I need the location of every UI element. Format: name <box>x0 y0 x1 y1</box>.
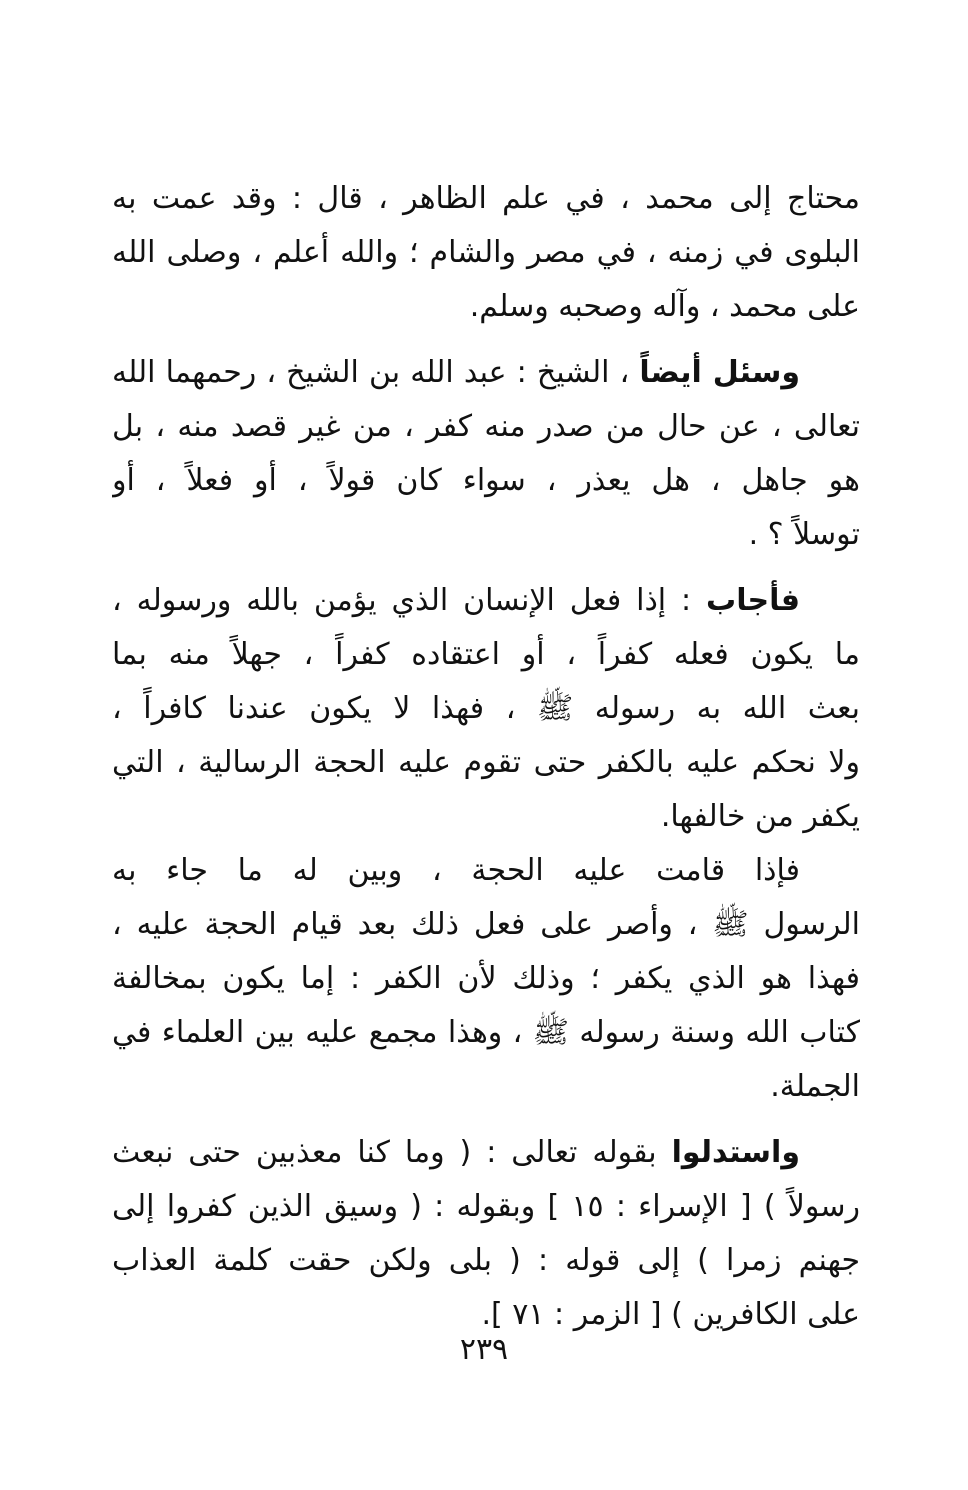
text-line: محتاج إلى محمد ، في علم الظاهر ، قال : وقد عمت به <box>112 181 860 216</box>
text-line <box>112 574 860 628</box>
text-segment: : إذا فعل الإنسان الذي يؤمن بالله ورسوله ، <box>112 583 692 618</box>
text-line: بعث الله به رسوله ﷺ ، فهذا لا يكون عندنا كافراً ، <box>112 691 860 726</box>
paragraph-4 <box>112 844 860 1114</box>
paragraph-5 <box>112 1126 860 1342</box>
text-line: يكفر من خالفها. <box>660 799 860 834</box>
text-line: تعالى ، عن حال من صدر منه كفر ، من غير قصد منه ، بل <box>112 409 860 444</box>
text-line: فإذا قامت عليه الحجة ، وبين له ما جاء به <box>112 853 800 888</box>
paragraph-lead: وسئل أيضاً <box>639 355 800 390</box>
text-line: فهذا هو الذي يكفر ؛ وذلك لأن الكفر : إما يكون بمخالفة <box>112 961 860 996</box>
text-line: ولا نحكم عليه بالكفر حتى تقوم عليه الحجة الرسالية ، التي <box>112 745 860 780</box>
text-line: الجملة. <box>770 1069 860 1104</box>
page-body <box>112 172 860 1342</box>
text-line: ما يكون فعله كفراً ، أو اعتقاده كفراً ، جهلاً منه بما <box>112 637 860 672</box>
text-line: جهنم زمرا ) إلى قوله : ( بلى ولكن حقت كلمة العذاب <box>112 1243 860 1278</box>
text-line <box>112 1126 860 1180</box>
paragraph-lead: فأجاب <box>706 583 800 618</box>
paragraph-lead: واستدلوا <box>671 1135 800 1170</box>
text-segment: ، الشيخ : عبد الله بن الشيخ ، رحمهما الله <box>112 355 630 390</box>
paragraph-2 <box>112 346 860 562</box>
text-line: على محمد ، وآله وصحبه وسلم. <box>469 289 860 324</box>
text-line <box>112 346 860 400</box>
text-line: كتاب الله وسنة رسوله ﷺ ، وهذا مجمع عليه بين العلماء في <box>112 1015 860 1050</box>
text-line: على الكافرين ) [ الزمر : ٧١ ]. <box>481 1297 860 1332</box>
text-line: توسلاً ؟ . <box>748 517 860 552</box>
paragraph-3 <box>112 574 860 844</box>
text-line: رسولاً ) [ الإسراء : ١٥ ] وبقوله : ( وسيق الذين كفروا إلى <box>112 1189 860 1224</box>
text-line: هو جاهل ، هل يعذر ، سواء كان قولاً ، أو فعلاً ، أو <box>112 463 860 498</box>
page-number: ٢٣٩ <box>459 1332 509 1367</box>
text-line: الرسول ﷺ ، وأصر على فعل ذلك بعد قيام الحجة عليه ، <box>112 907 860 942</box>
text-segment: بقوله تعالى : ( وما كنا معذبين حتى نبعث <box>112 1135 657 1170</box>
paragraph-1 <box>112 172 860 334</box>
text-line: البلوى في زمنه ، في مصر والشام ؛ والله أعلم ، وصلى الله <box>112 235 860 270</box>
